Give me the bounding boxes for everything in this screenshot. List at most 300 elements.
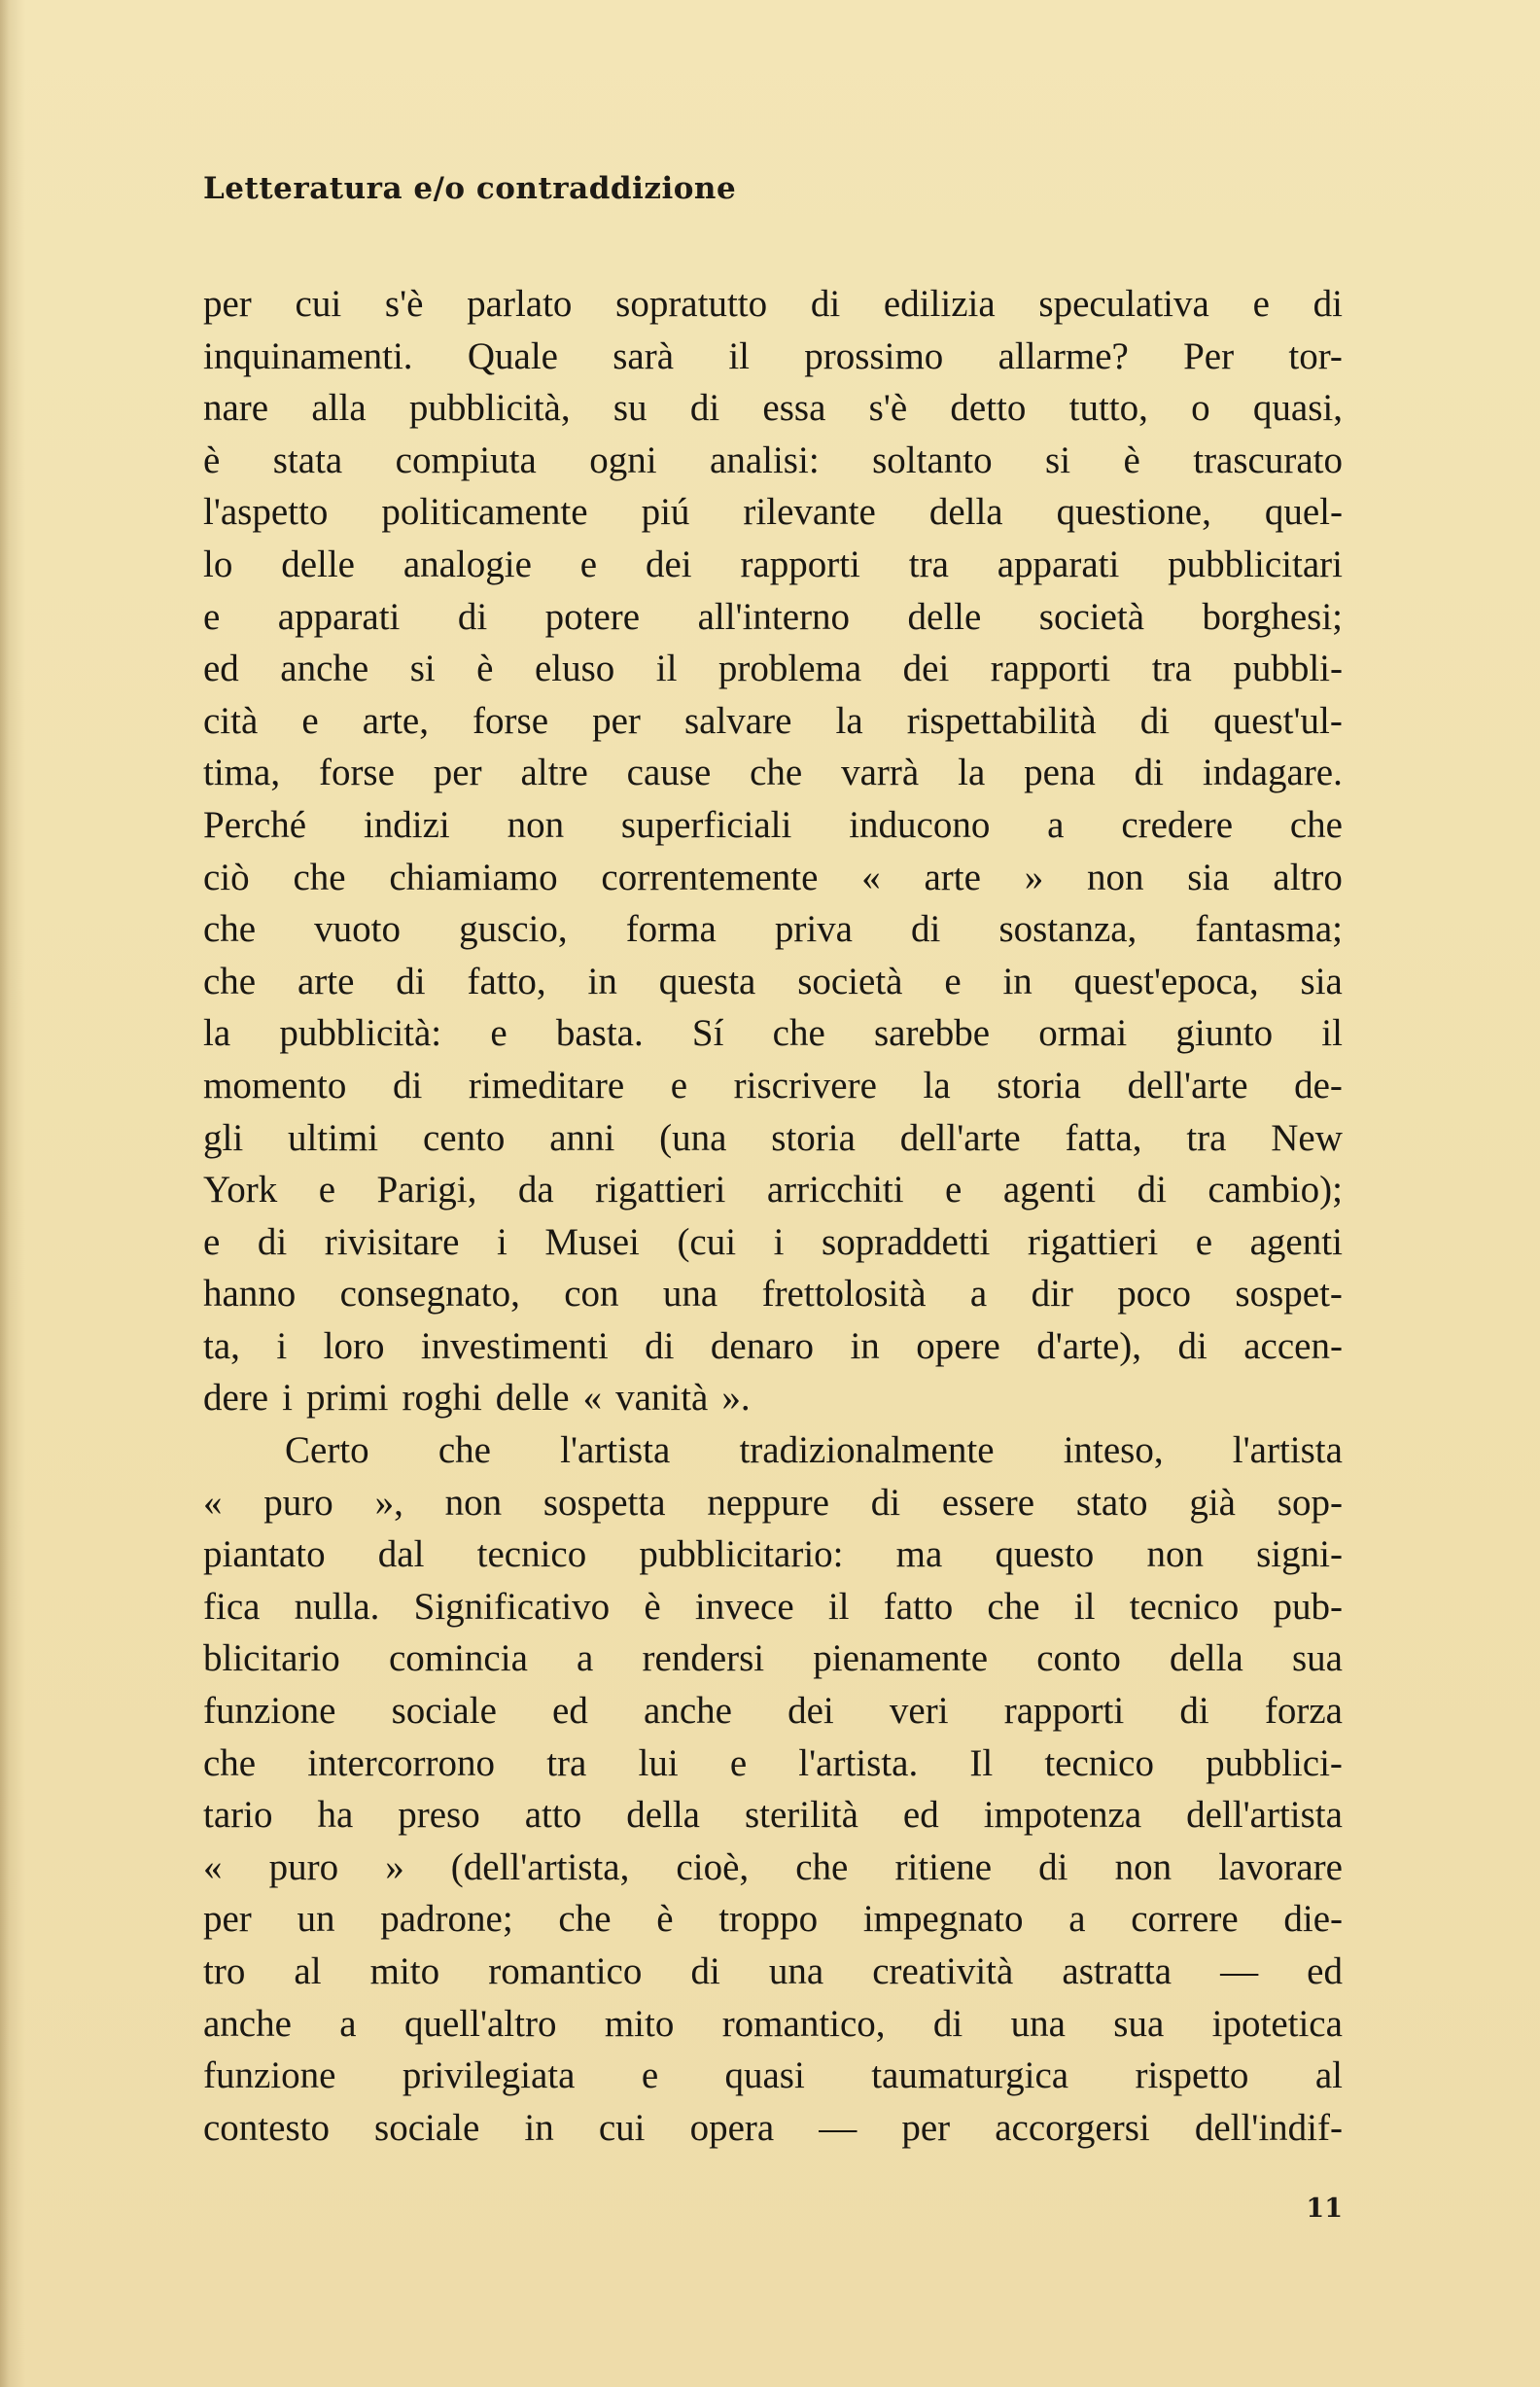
word: e <box>945 1169 962 1211</box>
word: cambio); <box>1208 1169 1343 1211</box>
word: momento <box>203 1064 347 1106</box>
word: questa <box>658 960 756 1002</box>
word: e <box>670 1064 688 1106</box>
word: e <box>318 1169 336 1211</box>
word: sarà <box>612 334 675 377</box>
word: cento <box>422 1116 506 1159</box>
word: ed <box>902 1794 939 1837</box>
word: ed <box>552 1690 588 1733</box>
word: rendersi <box>642 1637 765 1680</box>
word: è <box>476 648 494 690</box>
word: superficiali <box>620 803 792 846</box>
word: fatto <box>883 1585 954 1628</box>
word: e <box>944 960 962 1002</box>
word: vuoto <box>314 908 402 951</box>
word: a <box>577 1637 594 1680</box>
word: « <box>861 856 881 898</box>
running-head: Letteratura e/o contraddizione <box>203 171 737 206</box>
word: è <box>203 439 221 481</box>
word: della <box>928 491 1003 534</box>
word: o <box>1191 387 1210 430</box>
word: frettolosità <box>761 1273 927 1316</box>
word: ha <box>317 1794 354 1837</box>
word: investimenti <box>420 1324 609 1367</box>
word: contesto <box>203 2106 330 2149</box>
word: romantico <box>488 1950 643 1992</box>
word: per <box>203 283 252 325</box>
word: al <box>294 1950 322 1992</box>
word: lui <box>638 1741 679 1784</box>
word: forse <box>318 752 395 794</box>
text-line <box>203 331 1343 383</box>
word: a <box>339 2002 357 2045</box>
word: agenti <box>1249 1220 1343 1263</box>
text-line <box>203 1372 1343 1424</box>
word: dei <box>788 1690 834 1733</box>
word: di <box>645 1324 675 1367</box>
word: sia <box>1187 856 1230 898</box>
text-line <box>203 1060 1343 1112</box>
text-line <box>203 1320 1343 1373</box>
word: pienamente <box>813 1637 989 1680</box>
word: ipotetica <box>1211 2002 1343 2045</box>
word: privilegiata <box>402 2054 576 2097</box>
word: i <box>276 1324 288 1367</box>
word: cui <box>295 283 342 325</box>
word: funzione <box>203 1690 336 1733</box>
word: rapporti <box>1003 1690 1125 1733</box>
word: fatta, <box>1065 1116 1142 1159</box>
word: società <box>1038 595 1145 638</box>
word: problema <box>718 648 862 690</box>
word: impotenza <box>983 1794 1142 1837</box>
word: speculativa <box>1038 283 1209 325</box>
word: parlato <box>467 283 573 325</box>
word: dere <box>203 1377 269 1420</box>
word: una <box>1010 2002 1066 2045</box>
word: inquinamenti. <box>203 334 413 377</box>
word: non <box>1114 1845 1172 1888</box>
word: edilizia <box>883 283 996 325</box>
text-line <box>203 2102 1343 2155</box>
word: correre <box>1131 1898 1239 1941</box>
word: sterilità <box>744 1794 858 1837</box>
word: da <box>517 1169 554 1211</box>
word: anche <box>203 2002 292 2045</box>
text-line <box>203 799 1343 852</box>
word: allarme? <box>998 334 1129 377</box>
word: chiamiamo <box>389 856 558 898</box>
word: quasi, <box>1252 387 1343 430</box>
word: si <box>409 648 436 690</box>
word: veri <box>889 1690 949 1733</box>
word: essa <box>762 387 826 430</box>
word: l'artista <box>1232 1429 1343 1472</box>
word: detto <box>950 387 1027 430</box>
word: in <box>850 1324 880 1367</box>
word: preso <box>398 1794 480 1837</box>
word: delle <box>495 1377 570 1420</box>
word: s'è <box>868 387 908 430</box>
word: impegnato <box>862 1898 1024 1941</box>
word: sarebbe <box>873 1012 991 1055</box>
word: di <box>1134 752 1164 794</box>
word: a <box>1068 1898 1086 1941</box>
word: Per <box>1183 334 1235 377</box>
word: pub- <box>1273 1585 1343 1628</box>
word: il <box>655 648 678 690</box>
word: che <box>203 908 257 951</box>
word: società <box>797 960 903 1002</box>
word: ma <box>895 1533 943 1576</box>
word: dell'arte <box>899 1116 1021 1159</box>
text-line <box>203 1842 1343 1894</box>
word: accen- <box>1243 1324 1343 1367</box>
word: puro <box>268 1845 339 1888</box>
word: una <box>768 1950 824 1992</box>
word: s'è <box>384 283 424 325</box>
word: varrà <box>841 752 920 794</box>
text-line <box>203 539 1343 591</box>
word: d'arte), <box>1036 1324 1142 1367</box>
word: di <box>257 1220 288 1263</box>
word: forma <box>625 908 717 951</box>
word: di <box>457 595 488 638</box>
word: che <box>558 1898 612 1941</box>
word: intercorrono <box>307 1741 496 1784</box>
word: indagare. <box>1202 752 1343 794</box>
word: e <box>1195 1220 1213 1263</box>
text-line <box>203 903 1343 956</box>
word: invece <box>694 1585 794 1628</box>
word: di <box>392 1064 423 1106</box>
word: tario <box>203 1794 273 1837</box>
word: lo <box>203 543 233 585</box>
word: sua <box>1113 2002 1165 2045</box>
word: la <box>203 1012 231 1055</box>
word: rapporti <box>740 543 860 585</box>
word: già <box>1189 1481 1236 1524</box>
word: della <box>626 1794 700 1837</box>
word: non <box>1087 856 1144 898</box>
word: fatto, <box>467 960 546 1002</box>
word: sua <box>1291 1637 1343 1680</box>
text-line <box>203 278 1343 331</box>
word: il <box>827 1585 850 1628</box>
word: denaro <box>710 1324 815 1367</box>
word: Parigi, <box>376 1169 477 1211</box>
text-line <box>203 695 1343 748</box>
word: su <box>612 387 648 430</box>
word: di <box>1139 699 1171 742</box>
word: tutto, <box>1068 387 1148 430</box>
word: essere <box>941 1481 1035 1524</box>
text-line <box>203 1528 1343 1581</box>
word: quest'epoca, <box>1073 960 1259 1002</box>
text-line <box>203 643 1343 695</box>
text-line <box>203 1738 1343 1790</box>
word: de- <box>1294 1064 1343 1106</box>
word: (dell'artista, <box>450 1845 630 1888</box>
word: sospetta <box>542 1481 666 1524</box>
word: anche <box>644 1690 732 1733</box>
word: tor- <box>1288 334 1343 377</box>
word: eluso <box>534 648 615 690</box>
word: Quale <box>467 334 558 377</box>
word: anche <box>280 648 369 690</box>
text-line <box>203 1216 1343 1269</box>
word: fica <box>203 1585 261 1628</box>
word: e <box>729 1741 748 1784</box>
word: non <box>1146 1533 1204 1576</box>
word: soltanto <box>872 439 993 481</box>
word: Significativo <box>413 1585 611 1628</box>
word: primi <box>305 1377 389 1420</box>
word: fantasma; <box>1195 908 1343 951</box>
word: sospet- <box>1235 1273 1343 1316</box>
word: hanno <box>203 1273 297 1316</box>
word: » <box>385 1845 404 1888</box>
text-line <box>203 1946 1343 1998</box>
word: cità <box>203 699 259 742</box>
word: l'artista <box>560 1429 671 1472</box>
word: e <box>203 595 221 638</box>
word: che <box>203 960 257 1002</box>
word: potere <box>544 595 641 638</box>
word: inteso, <box>1063 1429 1164 1472</box>
word: tra <box>1151 648 1192 690</box>
word: che <box>1289 803 1343 846</box>
word: alla <box>311 387 367 430</box>
word: tradizionalmente <box>739 1429 995 1472</box>
word: Perché <box>203 803 307 846</box>
word: apparati <box>997 543 1120 585</box>
word: arte <box>297 960 355 1002</box>
word: di <box>1137 1169 1167 1211</box>
word: neppure <box>707 1481 829 1524</box>
word: l'artista. <box>798 1741 919 1784</box>
word: cause <box>626 752 712 794</box>
word: si <box>1045 439 1071 481</box>
word: di <box>1177 1324 1208 1367</box>
word: salvare <box>683 699 792 742</box>
word: analogie <box>402 543 532 585</box>
word: quest'ul- <box>1213 699 1343 742</box>
word: trascurato <box>1193 439 1343 481</box>
word: con <box>564 1273 619 1316</box>
word: al <box>1314 2054 1343 2097</box>
word: ritiene <box>894 1845 993 1888</box>
word: di <box>396 960 426 1002</box>
word: storia <box>771 1116 856 1159</box>
word: i <box>773 1220 785 1263</box>
word: riscrivere <box>733 1064 877 1106</box>
word: priva <box>774 908 853 951</box>
word: che <box>293 856 346 898</box>
word: taumaturgica <box>871 2054 1069 2097</box>
word: sop- <box>1277 1481 1343 1524</box>
word: pubblicitari <box>1168 543 1343 585</box>
word: il <box>728 334 750 377</box>
text-line <box>203 852 1343 904</box>
word: anni <box>549 1116 615 1159</box>
text-line <box>203 1581 1343 1633</box>
word: l'aspetto <box>203 491 329 534</box>
word: è <box>1123 439 1140 481</box>
word: guscio, <box>459 908 568 951</box>
word: a <box>1047 803 1065 846</box>
word: Certo <box>285 1429 369 1472</box>
word: roghi <box>402 1377 482 1420</box>
word: basta. <box>555 1012 644 1055</box>
word: ultimi <box>287 1116 379 1159</box>
word: che <box>795 1845 849 1888</box>
word: lavorare <box>1218 1845 1343 1888</box>
word: borghesi; <box>1202 595 1343 638</box>
text-line <box>203 1789 1343 1842</box>
word: questo <box>995 1533 1095 1576</box>
word: blicitario <box>203 1637 340 1680</box>
word: di <box>1312 283 1343 325</box>
word: New <box>1271 1116 1343 1159</box>
word: stato <box>1075 1481 1148 1524</box>
word: poco <box>1117 1273 1192 1316</box>
word: a <box>969 1273 988 1316</box>
word: il <box>1073 1585 1096 1628</box>
word: « <box>203 1845 223 1888</box>
word: Il <box>969 1741 994 1784</box>
page-number: 11 <box>1306 2194 1343 2224</box>
text-line <box>203 1477 1343 1529</box>
word: opere <box>916 1324 1000 1367</box>
word: in <box>587 960 617 1002</box>
word: per <box>203 1898 252 1941</box>
word: compiuta <box>395 439 537 481</box>
word: un <box>297 1898 335 1941</box>
word: tecnico <box>1129 1585 1240 1628</box>
word: della <box>1170 1637 1243 1680</box>
word: rapporti <box>990 648 1111 690</box>
word: pubblicitario: <box>639 1533 844 1576</box>
word: die- <box>1283 1898 1343 1941</box>
word: mito <box>369 1950 440 1992</box>
word: ». <box>721 1377 751 1420</box>
word: di <box>932 2002 963 2045</box>
word: dell'artista <box>1186 1794 1343 1837</box>
word: sopraddetti <box>822 1220 991 1263</box>
word: « <box>203 1481 223 1524</box>
word: tecnico <box>476 1533 587 1576</box>
text-line <box>203 1893 1343 1946</box>
body-text <box>203 278 1343 2154</box>
word: pena <box>1024 752 1096 794</box>
word: è <box>656 1898 674 1941</box>
word: troppo <box>718 1898 819 1941</box>
word: conto <box>1036 1637 1121 1680</box>
word: forza <box>1264 1690 1343 1733</box>
word: » <box>1024 856 1044 898</box>
word: non <box>444 1481 503 1524</box>
text-line <box>203 956 1343 1008</box>
text-line <box>203 1424 1343 1477</box>
word: gli <box>203 1116 244 1159</box>
word: storia <box>997 1064 1081 1106</box>
word: rispetto <box>1135 2054 1249 2097</box>
word: funzione <box>203 2054 336 2097</box>
word: pubblicità: <box>279 1012 442 1055</box>
word: ogni <box>589 439 657 481</box>
word: per <box>433 752 482 794</box>
word: arte, <box>362 699 429 742</box>
word: ciò <box>203 856 250 898</box>
word: dei <box>645 543 692 585</box>
word: pubblici- <box>1206 1741 1343 1784</box>
text-line <box>203 382 1343 435</box>
word: altro <box>1273 856 1343 898</box>
word: giunto <box>1175 1012 1274 1055</box>
word: tecnico <box>1044 1741 1154 1784</box>
text-line <box>203 1998 1343 2051</box>
word: di <box>911 908 941 951</box>
word: correntemente <box>601 856 819 898</box>
text-line <box>203 1164 1343 1216</box>
word: per <box>901 2106 951 2149</box>
word: (una <box>659 1116 727 1159</box>
word: di <box>1179 1690 1209 1733</box>
word: mito <box>604 2002 675 2045</box>
word: e <box>490 1012 508 1055</box>
word: apparati <box>277 595 401 638</box>
word: i <box>282 1377 293 1420</box>
word: sopratutto <box>615 283 768 325</box>
word: di <box>689 387 720 430</box>
text-line <box>203 1685 1343 1738</box>
word: altre <box>520 752 588 794</box>
word: puro <box>263 1481 333 1524</box>
word: e <box>579 543 598 585</box>
word: — <box>819 2106 858 2149</box>
word: analisi: <box>710 439 820 481</box>
text-line <box>203 1632 1343 1685</box>
word: York <box>203 1169 278 1211</box>
word: di <box>690 1950 720 1992</box>
word: tro <box>203 1950 246 1992</box>
word: delle <box>281 543 355 585</box>
word: quell'altro <box>403 2002 557 2045</box>
text-line <box>203 1007 1343 1060</box>
word: la <box>958 752 986 794</box>
word: comincia <box>388 1637 528 1680</box>
word: e <box>203 1220 221 1263</box>
word: dal <box>377 1533 425 1576</box>
word: rigattieri <box>595 1169 726 1211</box>
word: pubblicità, <box>408 387 571 430</box>
word: rilevante <box>743 491 876 534</box>
text-line <box>203 747 1343 799</box>
word: che <box>438 1429 491 1472</box>
word: padrone; <box>380 1898 513 1941</box>
word: rivisitare <box>324 1220 460 1263</box>
word: tra <box>546 1741 587 1784</box>
word: che <box>772 1012 825 1055</box>
word: Sí <box>691 1012 724 1055</box>
word: che <box>750 752 803 794</box>
word: dell'arte <box>1127 1064 1248 1106</box>
word: (cui <box>677 1220 737 1263</box>
word: e <box>301 699 319 742</box>
word: tima, <box>203 752 281 794</box>
word: dell'indif- <box>1194 2106 1343 2149</box>
